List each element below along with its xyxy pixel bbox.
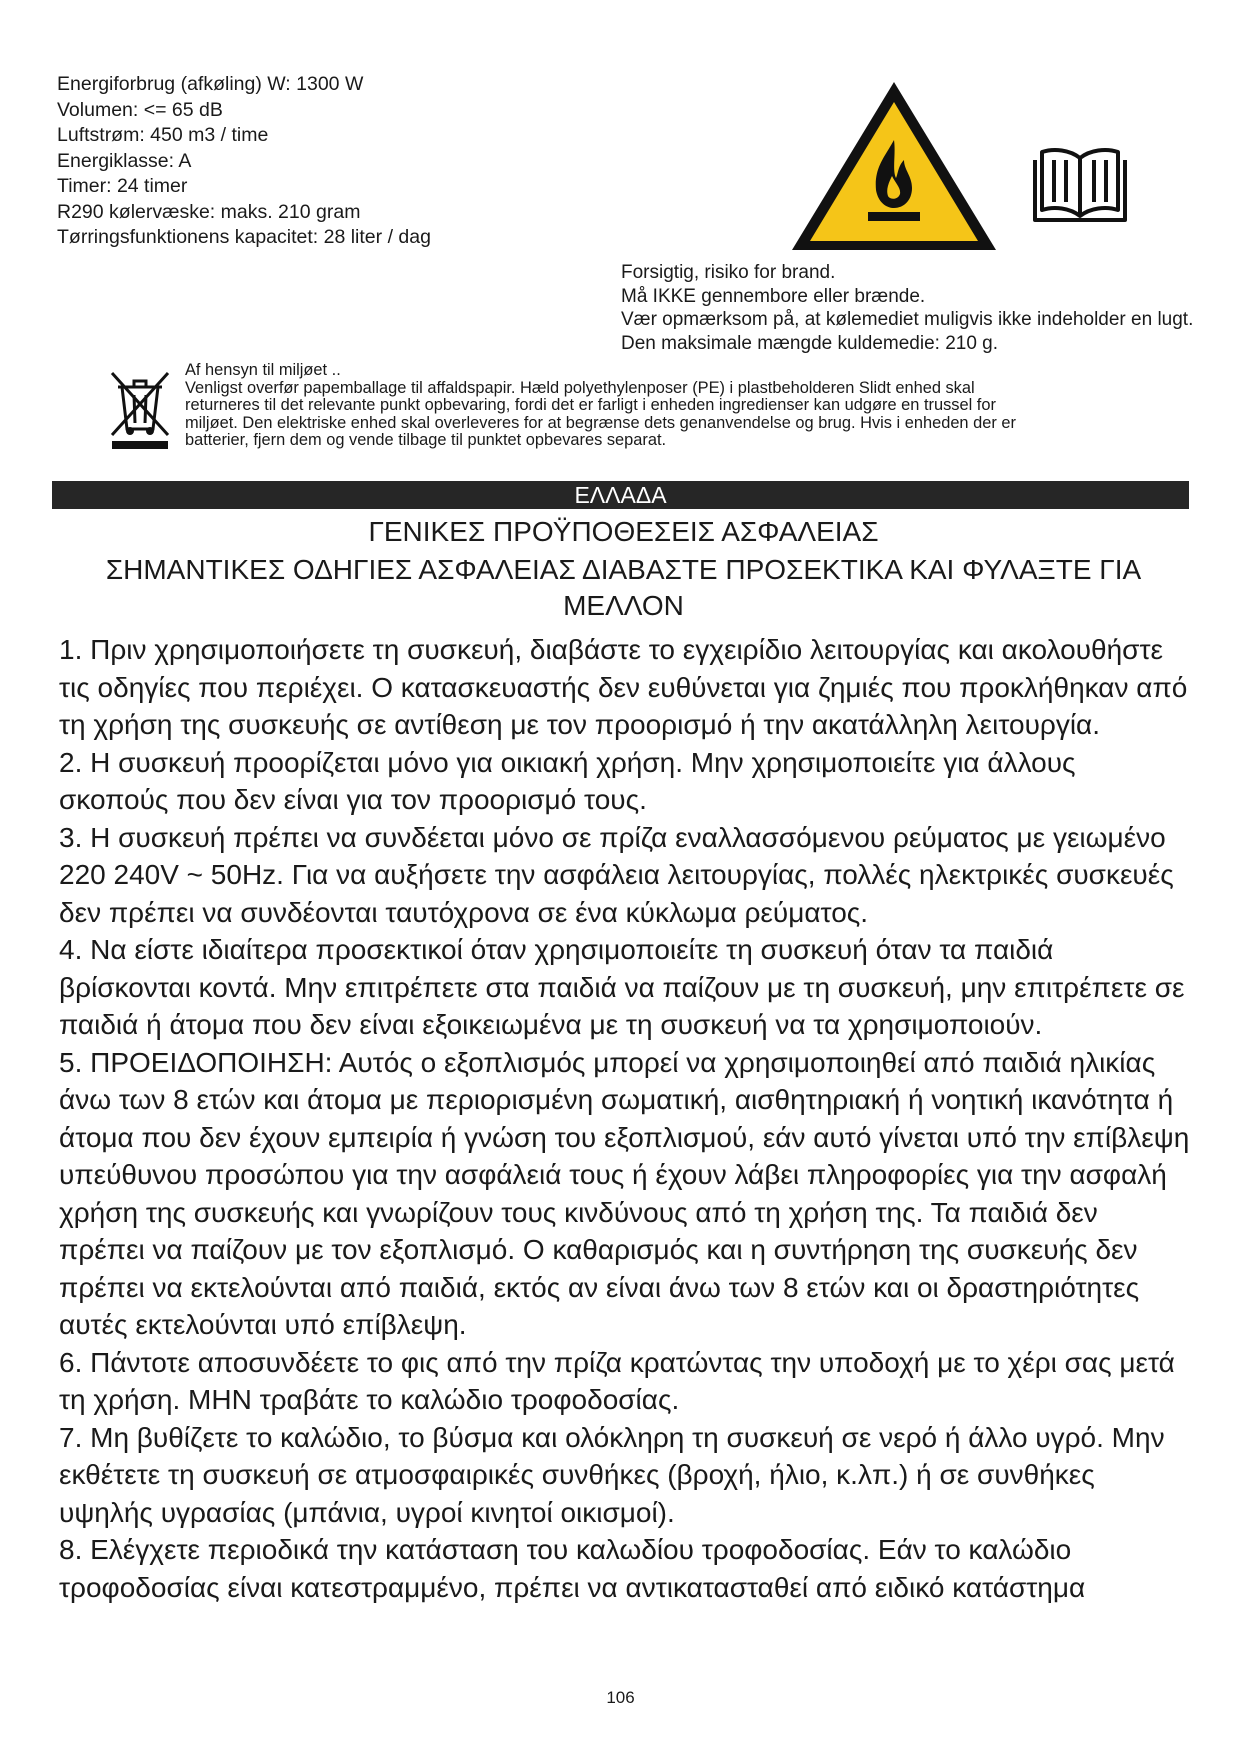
- instruction-line: 8. Ελέγχετε περιοδικά την κατάσταση του καλωδίου τροφοδοσίας. Εάν το καλώδιο: [59, 1534, 1072, 1565]
- subtitle-line: ΣΗΜΑΝΤΙΚΕΣ ΟΔΗΓΙΕΣ ΑΣΦΑΛΕΙΑΣ ΔΙΑΒΑΣΤΕ ΠΡΟΣΕΚΤΙΚΑ ΚΑΙ ΦΥΛΑΞΤΕ ΓΙΑ: [105, 554, 1142, 585]
- fire-warning-line: Forsigtig, risiko for brand.: [621, 262, 836, 283]
- instruction-line: 5. ΠΡΟΕΙΔΟΠΟΙΗΣΗ: Αυτός ο εξοπλισμός μπορεί να χρησιμοποιηθεί από παιδιά ηλικίας: [59, 1046, 1156, 1078]
- spec-line: Volumen: <= 65 dB: [57, 98, 223, 121]
- instruction-line: 7. Μη βυθίζετε το καλώδιο, το βύσμα και ολόκληρη τη συσκευή σε νερό ή άλλο υγρό. Μην: [59, 1421, 1165, 1453]
- crossed-bin-icon: [108, 367, 172, 451]
- fire-warning-text: [621, 261, 1193, 355]
- instruction-line: τις οδηγίες που περιέχει. Ο κατασκευαστής δεν ευθύνεται για ζημιές που προκλήθηκαν από: [59, 671, 1188, 703]
- spec-line: Tørringsfunktionens kapacitet: 28 liter / dag: [57, 226, 431, 248]
- environment-line: Af hensyn til miljøet ..: [185, 361, 341, 379]
- environment-notice: [185, 362, 1195, 450]
- instruction-line: δεν πρέπει να συνδέονται ταυτόχρονα σε ένα κύκλωμα ρεύματος.: [59, 896, 869, 928]
- spec-line: Energiklasse: A: [57, 149, 192, 172]
- instruction-line: 4. Να είστε ιδιαίτερα προσεκτικοί όταν χρησιμοποιείτε τη συσκευή όταν τα παιδιά: [59, 934, 1054, 965]
- environment-line: miljøet. Den elektriske enhed skal overleveres for at begrænse dets genanvendelse og brug. Hvis i enheden der er: [185, 413, 1016, 432]
- instruction-line: βρίσκονται κοντά. Μην επιτρέπετε στα παιδιά να παίζουν με τη συσκευή, μην επιτρέπετε σε: [59, 971, 1185, 1003]
- section-title: ΓΕΝΙΚΕΣ ΠΡΟΫΠΟΘΕΣΕΙΣ ΑΣΦΑΛΕΙΑΣ: [368, 516, 879, 547]
- section-subtitle: [57, 552, 1190, 624]
- instruction-line: άνω των 8 ετών και άτομα με περιορισμένη σωματική, αισθητηριακή ή νοητική ικανότητα ή: [59, 1084, 1174, 1115]
- instruction-line: άτομα που δεν έχουν εμπειρία ή γνώση του εξοπλισμού, εάν αυτό γίνεται υπό την επίβλεψη: [59, 1121, 1190, 1153]
- spec-line: R290 kølervæske: maks. 210 gram: [57, 200, 361, 223]
- instruction-line: υπεύθυνου προσώπου για την ασφάλειά τους ή έχουν λάβει πληροφορίες για την ασφαλή: [59, 1159, 1167, 1190]
- fire-warning-line: Den maksimale mængde kuldemedie: 210 g.: [621, 332, 999, 354]
- instruction-line: 1. Πριν χρησιμοποιήσετε τη συσκευή, διαβάστε το εγχειρίδιο λειτουργίας και ακολουθήστε: [59, 634, 1163, 665]
- instruction-line: τη χρήση της συσκευής σε αντίθεση με τον προορισμό ή την ακατάλληλη λειτουργία.: [59, 709, 1101, 740]
- open-manual-icon: [1032, 144, 1128, 224]
- spec-line: Timer: 24 timer: [57, 175, 188, 197]
- specifications-list: [57, 72, 431, 251]
- instruction-line: σκοπούς που δεν είναι για τον προορισμό τους.: [59, 784, 647, 815]
- fire-warning-line: Må IKKE gennembore eller brænde.: [621, 285, 926, 307]
- subtitle-line: ΜΕΛΛΟΝ: [563, 590, 684, 621]
- instruction-line: εκθέτετε τη συσκευή σε ατμοσφαιρικές συνθήκες (βροχή, ήλιο, κ.λπ.) ή σε συνθήκες: [59, 1459, 1095, 1490]
- page-number: 106: [606, 1688, 635, 1707]
- instruction-line: πρέπει να παίζουν με τον εξοπλισμό. Ο καθαρισμός και η συντήρηση της συσκευής δεν: [59, 1234, 1138, 1265]
- safety-instructions: [59, 631, 1189, 1606]
- instruction-line: 2. Η συσκευή προορίζεται μόνο για οικιακή χρήση. Μην χρησιμοποιείτε για άλλους: [59, 746, 1076, 778]
- environment-line: returneres til det relevante punkt opbevaring, fordi det er farligt i enheden ingredienser kan udgøre en trussel for: [185, 396, 996, 415]
- instruction-line: 3. Η συσκευή πρέπει να συνδέεται μόνο σε πρίζα εναλλασσόμενου ρεύματος με γειωμένο: [59, 821, 1166, 853]
- instruction-line: χρήση της συσκευής και γνωρίζουν τους κινδύνους από τη χρήση της. Τα παιδιά δεν: [59, 1196, 1098, 1228]
- environment-line: batterier, fjern dem og vende tilbage til punktet opbevares separat.: [185, 431, 667, 450]
- instruction-line: υψηλής υγρασίας (μπάνια, υγροί κινητοί οικισμοί).: [59, 1496, 675, 1528]
- spec-line: Luftstrøm: 450 m3 / time: [57, 124, 269, 146]
- instruction-line: τροφοδοσίας είναι κατεστραμμένο, πρέπει να αντικατασταθεί από ειδικό κατάστημα: [59, 1571, 1086, 1603]
- instruction-line: 6. Πάντοτε αποσυνδέετε το φις από την πρίζα κρατώντας την υποδοχή με το χέρι σας μετά: [59, 1346, 1175, 1378]
- fire-warning-line: Vær opmærksom på, at kølemediet muligvis ikke indeholder en lugt.: [621, 309, 1194, 330]
- instruction-line: τη χρήση. ΜΗΝ τραβάτε το καλώδιο τροφοδοσίας.: [59, 1384, 680, 1415]
- instruction-line: αυτές εκτελούνται υπό επίβλεψη.: [59, 1309, 467, 1340]
- instruction-line: παιδιά ή άτομα που δεν είναι εξοικειωμένα με τη συσκευή να τα χρησιμοποιούν.: [59, 1009, 1043, 1040]
- instruction-line: πρέπει να εκτελούνται από παιδιά, εκτός αν είναι άνω των 8 ετών και οι δραστηριότητες: [59, 1271, 1140, 1303]
- environment-line: Venligst overfør papemballage til affaldspapir. Hæld polyethylenposer (PE) i plastbeholderen Slidt enhed skal: [185, 378, 975, 397]
- instruction-line: 220 240V ~ 50Hz. Για να αυξήσετε την ασφάλεια λειτουργίας, πολλές ηλεκτρικές συσκευές: [59, 859, 1174, 890]
- flammable-warning-icon: [788, 78, 1000, 254]
- language-section-bar: ΕΛΛΑΔΑ: [52, 481, 1189, 509]
- spec-line: Energiforbrug (afkøling) W: 1300 W: [57, 73, 364, 95]
